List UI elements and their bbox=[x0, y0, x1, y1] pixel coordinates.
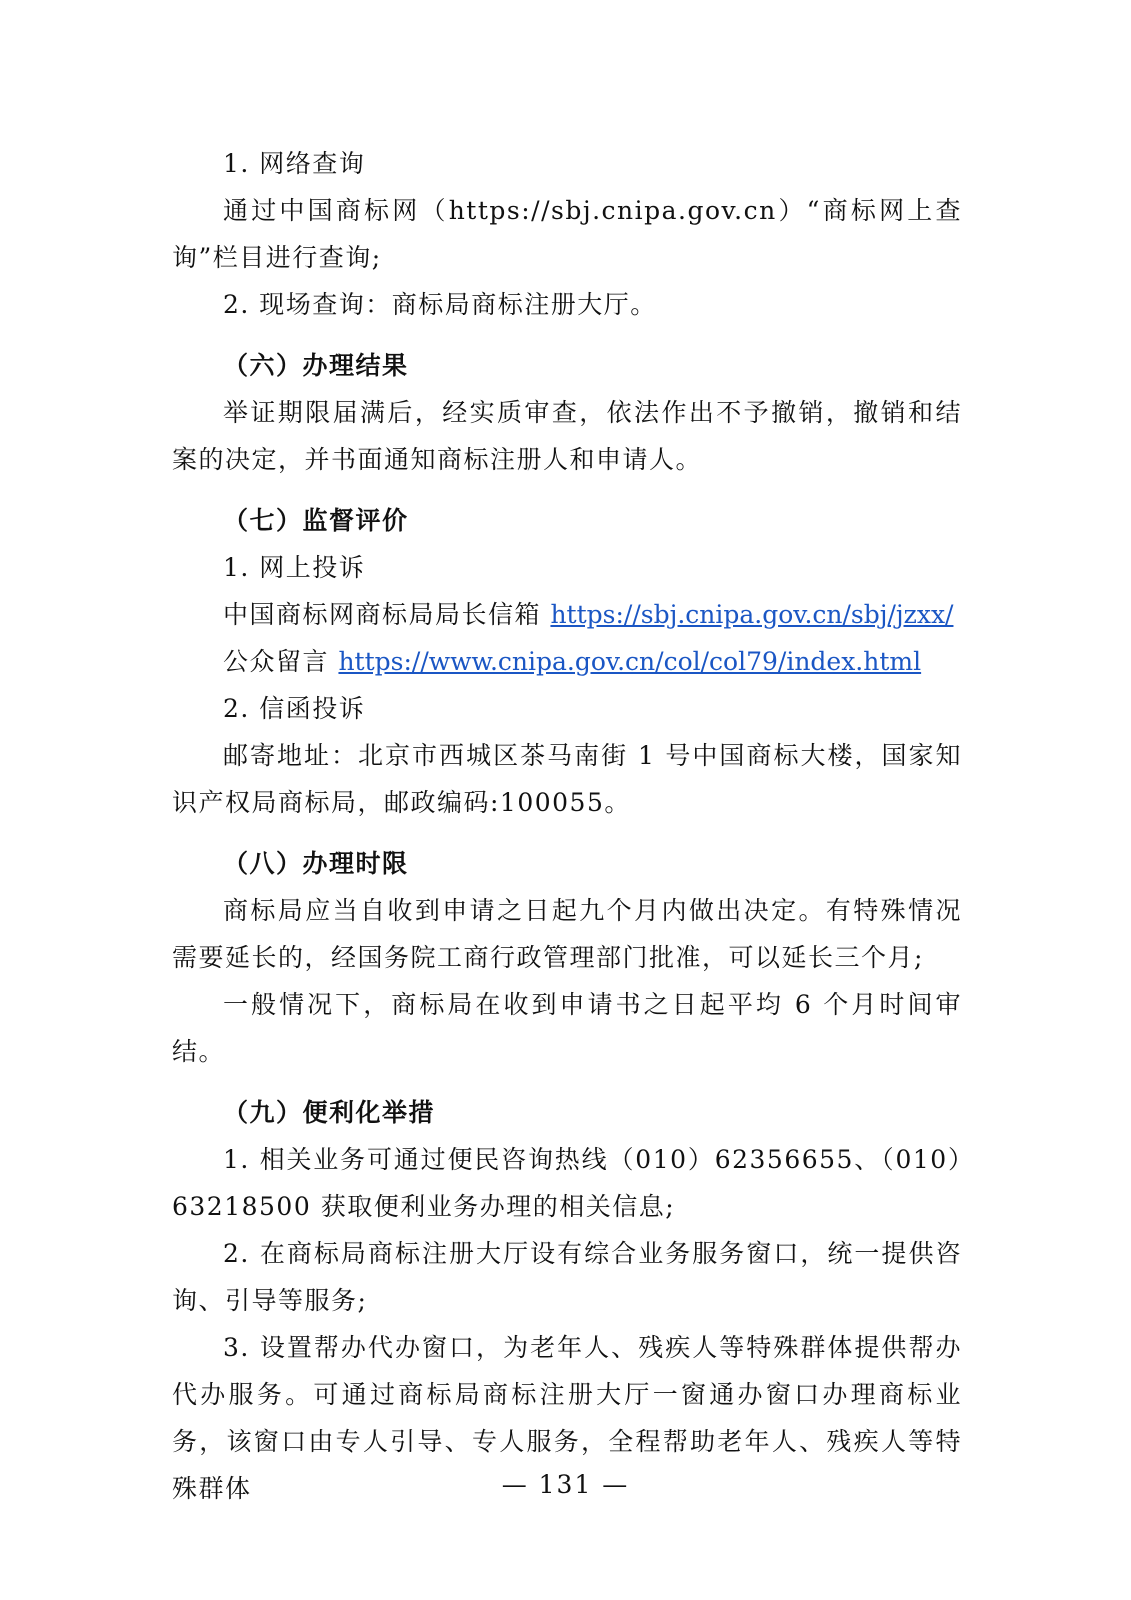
paragraph-online-query: 通过中国商标网（https://sbj.cnipa.gov.cn）“商标网上查询”栏目进行查询; bbox=[172, 196, 962, 272]
list-item-online-complaint: 1. 网上投诉 bbox=[223, 553, 366, 582]
paragraph-mailbox bbox=[172, 591, 962, 638]
paragraph-public-message bbox=[172, 638, 962, 685]
mailbox-link[interactable]: https://sbj.cnipa.gov.cn/sbj/jzxx/ bbox=[550, 600, 954, 629]
paragraph-assist-window: 3. 设置帮办代办窗口，为老年人、残疾人等特殊群体提供帮办代办服务。可通过商标局商标注册大厅一窗通办窗口办理商标业务，该窗口由专人引导、专人服务，全程帮助老年人、残疾人等特殊群体 bbox=[172, 1333, 962, 1503]
section-heading-time-limit: （八）办理时限 bbox=[223, 849, 409, 878]
list-item-onsite-query: 2. 现场查询：商标局商标注册大厅。 bbox=[223, 290, 657, 319]
section-heading-result: （六）办理结果 bbox=[223, 351, 409, 380]
paragraph-service-window: 2. 在商标局商标注册大厅设有综合业务服务窗口，统一提供咨询、引导等服务; bbox=[172, 1239, 962, 1315]
public-message-link[interactable]: https://www.cnipa.gov.cn/col/col79/index.html bbox=[338, 647, 922, 676]
section-heading-facilitation: （九）便利化举措 bbox=[223, 1098, 436, 1127]
paragraph-mailing-address: 邮寄地址：北京市西城区茶马南街 1 号中国商标大楼，国家知识产权局商标局，邮政编码:100055。 bbox=[172, 741, 962, 817]
list-item-letter-complaint: 2. 信函投诉 bbox=[223, 694, 366, 723]
mailbox-label: 中国商标网商标局局长信箱 bbox=[223, 600, 551, 629]
public-message-label: 公众留言 bbox=[223, 647, 339, 676]
list-item-online-query: 1. 网络查询 bbox=[223, 149, 366, 178]
paragraph-hotline: 1. 相关业务可通过便民咨询热线（010）62356655、（010）63218500 获取便利业务办理的相关信息; bbox=[172, 1145, 962, 1221]
document-body bbox=[172, 140, 962, 1512]
page-number: — 131 — bbox=[501, 1470, 630, 1499]
paragraph-time-limit: 商标局应当自收到申请之日起九个月内做出决定。有特殊情况需要延长的，经国务院工商行政管理部门批准，可以延长三个月; bbox=[172, 896, 962, 972]
paragraph-average-time: 一般情况下，商标局在收到申请书之日起平均 6 个月时间审结。 bbox=[172, 990, 962, 1066]
section-heading-supervision: （七）监督评价 bbox=[223, 506, 409, 535]
paragraph-result: 举证期限届满后，经实质审查，依法作出不予撤销，撤销和结案的决定，并书面通知商标注册人和申请人。 bbox=[172, 398, 962, 474]
